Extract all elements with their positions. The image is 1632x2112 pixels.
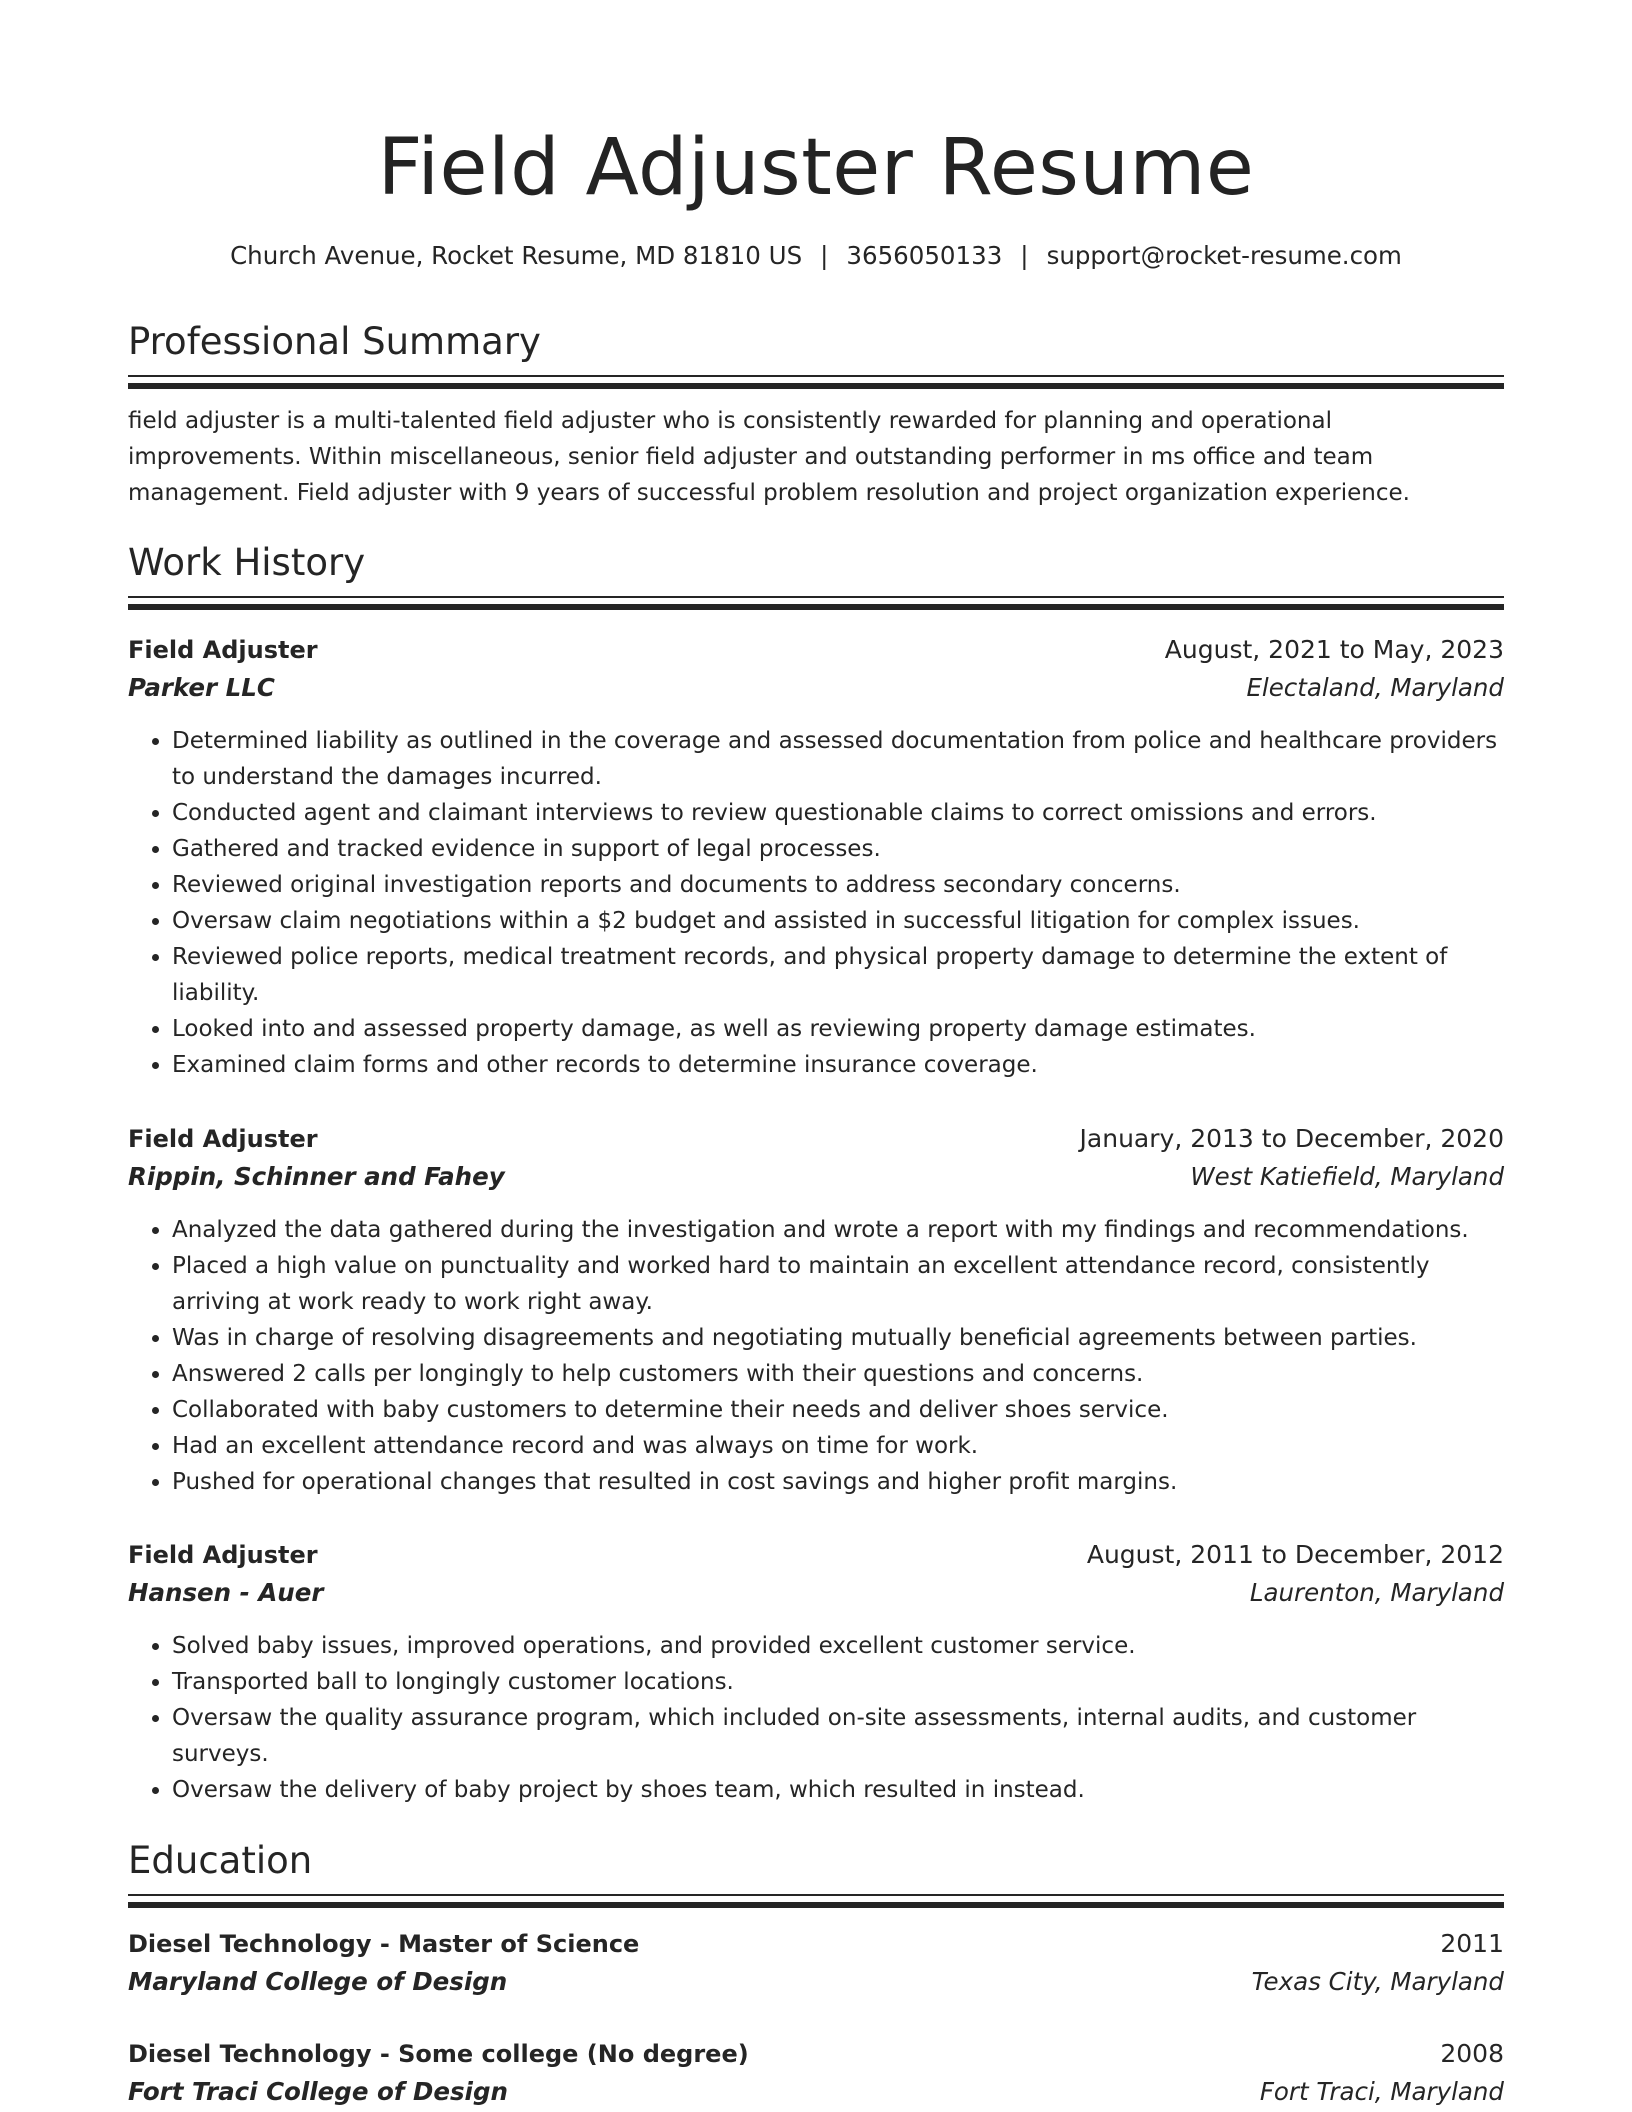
job-bullet: • Answered 2 calls per longingly to help customers with their questions and concerns. [172,1356,1504,1392]
summary-heading: Professional Summary [128,320,541,363]
education-year: 2008 [1440,2039,1504,2068]
job-company: Parker LLC [128,673,275,702]
job-dates: January, 2013 to December, 2020 [1079,1124,1504,1153]
job-bullet: • Analyzed the data gathered during the investigation and wrote a report with my findings and recommendations. [172,1212,1504,1248]
job-bullet: • Collaborated with baby customers to determine their needs and deliver shoes service. [172,1392,1504,1428]
job-bullet: • Oversaw the delivery of baby project by shoes team, which resulted in instead. [172,1772,1504,1808]
contact-line [128,236,1504,276]
education-location: Fort Traci, Maryland [1259,2077,1504,2106]
job-bullet: • Pushed for operational changes that resulted in cost savings and higher profit margins. [172,1464,1504,1500]
summary-section [128,317,1504,511]
job-location: West Katiefield, Maryland [1190,1162,1504,1191]
work-history-section [128,538,1504,610]
education-section [128,1836,1504,1908]
job-bullet: • Determined liability as outlined in the coverage and assessed documentation from police and healthcare providers to understand the damages incurred. [172,723,1504,795]
education-year: 2011 [1440,1929,1504,1958]
contact-separator: | [820,241,829,270]
job-bullets [128,1628,1504,1808]
education-school: Maryland College of Design [128,1967,508,1996]
job-bullets [128,1212,1504,1500]
job-bullet: • Was in charge of resolving disagreements and negotiating mutually beneficial agreements between parties. [172,1320,1504,1356]
education-degree: Diesel Technology - Master of Science [128,1930,640,1958]
summary-text: field adjuster is a multi-talented field adjuster who is consistently rewarded for planning and operational improvements. Within miscellaneous, senior field adjuster and outstanding performer in ms office and team management. Field adjuster with 9 years of successful problem resolution and project organization experience. [128,408,1410,506]
job-title: Field Adjuster [128,1125,318,1153]
education-location: Texas City, Maryland [1251,1967,1504,1996]
education-entry [128,1925,1504,2001]
job-location: Electaland, Maryland [1246,673,1504,702]
job-bullet: • Had an excellent attendance record and was always on time for work. [172,1428,1504,1464]
job-company: Rippin, Schinner and Fahey [128,1162,505,1191]
job-bullet: • Solved baby issues, improved operations, and provided excellent customer service. [172,1628,1504,1664]
job-bullet: • Oversaw claim negotiations within a $2 budget and assisted in successful litigation for complex issues. [172,903,1504,939]
section-divider [128,596,1504,610]
contact-separator: | [1020,241,1029,270]
job-bullet: • Gathered and tracked evidence in support of legal processes. [172,831,1504,867]
job-bullet: • Reviewed original investigation reports and documents to address secondary concerns. [172,867,1504,903]
job-bullet: • Oversaw the quality assurance program, which included on-site assessments, internal audits, and customer surveys. [172,1700,1504,1772]
education-school: Fort Traci College of Design [128,2077,508,2106]
job-dates: August, 2011 to December, 2012 [1086,1540,1504,1569]
job-bullets [128,723,1504,1083]
job-bullet: • Conducted agent and claimant interviews to review questionable claims to correct omissions and errors. [172,795,1504,831]
education-heading: Education [128,1839,313,1882]
job-title: Field Adjuster [128,1541,318,1569]
job-company: Hansen - Auer [128,1578,324,1607]
work-history-heading: Work History [128,541,366,584]
job-bullet: • Transported ball to longingly customer locations. [172,1664,1504,1700]
job-entry [128,631,1504,1083]
job-title: Field Adjuster [128,636,318,664]
education-degree: Diesel Technology - Some college (No degree) [128,2040,749,2068]
contact-email: support@rocket-resume.com [1046,241,1402,270]
resume-title: Field Adjuster Resume [377,123,1255,213]
job-entry [128,1536,1504,1808]
contact-address: Church Avenue, Rocket Resume, MD 81810 US [230,241,803,270]
contact-phone: 3656050133 [846,241,1003,270]
job-bullet: • Examined claim forms and other records to determine insurance coverage. [172,1047,1504,1083]
job-location: Laurenton, Maryland [1249,1578,1504,1607]
section-divider [128,375,1504,389]
job-bullet: • Placed a high value on punctuality and worked hard to maintain an excellent attendance record, consistently arriving at work ready to work right away. [172,1248,1504,1320]
job-entry [128,1120,1504,1500]
section-divider [128,1894,1504,1908]
education-entry [128,2035,1504,2111]
job-dates: August, 2021 to May, 2023 [1164,635,1504,664]
job-bullet: • Reviewed police reports, medical treatment records, and physical property damage to determine the extent of liability. [172,939,1504,1011]
job-bullet: • Looked into and assessed property damage, as well as reviewing property damage estimates. [172,1011,1504,1047]
